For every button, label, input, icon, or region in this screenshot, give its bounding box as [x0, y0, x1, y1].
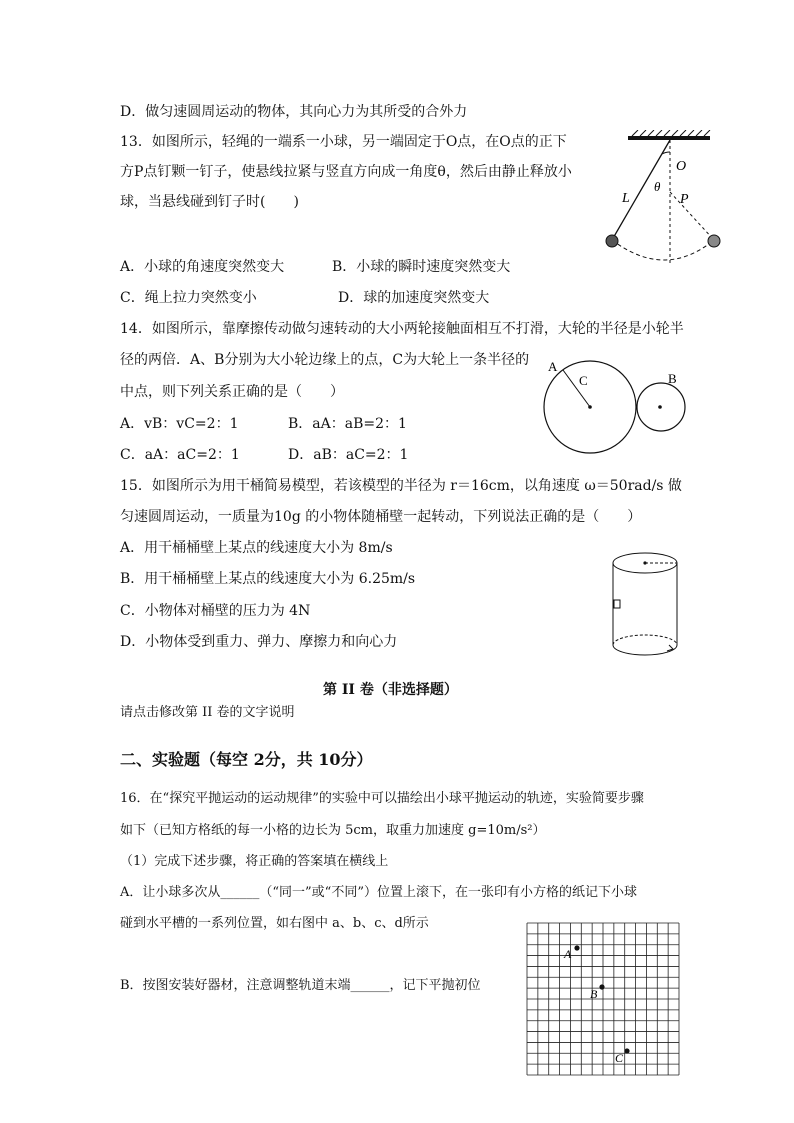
q14-option-b: B．aA：aB=2：1 — [288, 416, 407, 432]
q12-option-d: D．做匀速圆周运动的物体，其向心力为其所受的合外力 — [120, 104, 468, 120]
q16-subquestion-1: （1）完成下述步骤，将正确的答案填在横线上 — [120, 854, 389, 869]
q15-option-d: D．小物体受到重力、弹力、摩擦力和向心力 — [120, 634, 398, 650]
grid-point-c — [624, 1048, 629, 1053]
q14-wheels-figure — [540, 355, 700, 460]
q13-stem-line2: 方P点钉颗一钉子，使悬线拉紧与竖直方向成一角度θ，然后由静止释放小 — [120, 164, 572, 180]
q13-label-l: L — [622, 191, 630, 206]
q15-option-c: C．小物体对桶壁的压力为 4N — [120, 603, 311, 619]
q15-option-b: B．用干桶桶壁上某点的线速度大小为 6.25m/s — [120, 571, 416, 587]
q13-pendulum-figure — [600, 130, 730, 275]
q14-label-c: C — [579, 373, 588, 388]
q16-step-a-line1: A．让小球多次从______（“同一”或“不同”）位置上滚下，在一张印有小方格的纸记下小球 — [120, 885, 637, 900]
q15-option-a: A．用干桶桶壁上某点的线速度大小为 8m/s — [120, 540, 393, 556]
q16-step-a-line2: 碰到水平槽的一系列位置，如右图中 a、b、c、d所示 — [120, 916, 429, 931]
section2-title: 二、实验题（每空 2分，共 10分） — [120, 750, 373, 769]
q13-label-o: O — [676, 159, 687, 174]
q15-stem-line1: 15．如图所示为用干桶简易模型，若该模型的半径为 r＝16cm，以角速度 ω＝50rad/s 做 — [120, 478, 682, 494]
q16-step-b: B．按图安装好器材，注意调整轨道末端______，记下平抛初位 — [120, 978, 481, 993]
q14-option-d: D．aB：aC=2：1 — [288, 447, 409, 463]
q14-stem-line2: 径的两倍．A、B分别为大小轮边缘上的点，C为大轮上一条半径的 — [120, 352, 530, 368]
q15-stem-line2: 匀速圆周运动，一质量为10g 的小物体随桶壁一起转动，下列说法正确的是（ ） — [120, 509, 642, 525]
q16-stem-line1: 16．在“探究平抛运动的运动规律”的实验中可以描绘出小球平抛运动的轨迹，实验简要步骤 — [120, 791, 644, 806]
q14-option-c: C．aA：aC=2：1 — [120, 447, 240, 463]
q13-label-p: P — [680, 192, 689, 207]
grid-label-b: B — [590, 987, 598, 1001]
grid-point-b — [599, 984, 604, 989]
q14-label-a: A — [548, 359, 558, 374]
grid-label-a: A — [564, 947, 572, 961]
q14-label-b: B — [668, 371, 677, 386]
q16-grid-figure — [526, 922, 681, 1077]
q13-option-b: B．小球的瞬时速度突然变大 — [332, 259, 511, 275]
grid-label-c: C — [615, 1051, 624, 1065]
q14-stem-line3: 中点，则下列关系正确的是（ ） — [120, 384, 344, 400]
grid-point-a — [574, 945, 579, 950]
q13-stem-line1: 13．如图所示，轻绳的一端系一小球，另一端固定于O点，在O点的正下 — [120, 134, 567, 150]
q13-option-a: A．小球的角速度突然变大 — [120, 259, 285, 275]
part2-note[interactable]: 请点击修改第 II 卷的文字说明 — [120, 705, 295, 720]
q14-stem-line1: 14．如图所示，靠摩擦传动做匀速转动的大小两轮接触面相互不打滑，大轮的半径是小轮半 — [120, 321, 684, 337]
q13-option-d: D．球的加速度突然变大 — [338, 290, 490, 306]
q13-option-c: C．绳上拉力突然变小 — [120, 290, 257, 306]
q16-stem-line2: 如下（已知方格纸的每一小格的边长为 5cm，取重力加速度 g=10m/s²） — [120, 823, 546, 838]
q14-option-a: A．vB：vC=2：1 — [120, 416, 239, 432]
q15-cylinder-figure — [605, 545, 695, 665]
part2-title: 第 II 卷（非选择题） — [323, 682, 458, 698]
q13-label-theta: θ — [654, 179, 661, 194]
q13-stem-line3: 球，当悬线碰到钉子时( ) — [120, 194, 299, 210]
